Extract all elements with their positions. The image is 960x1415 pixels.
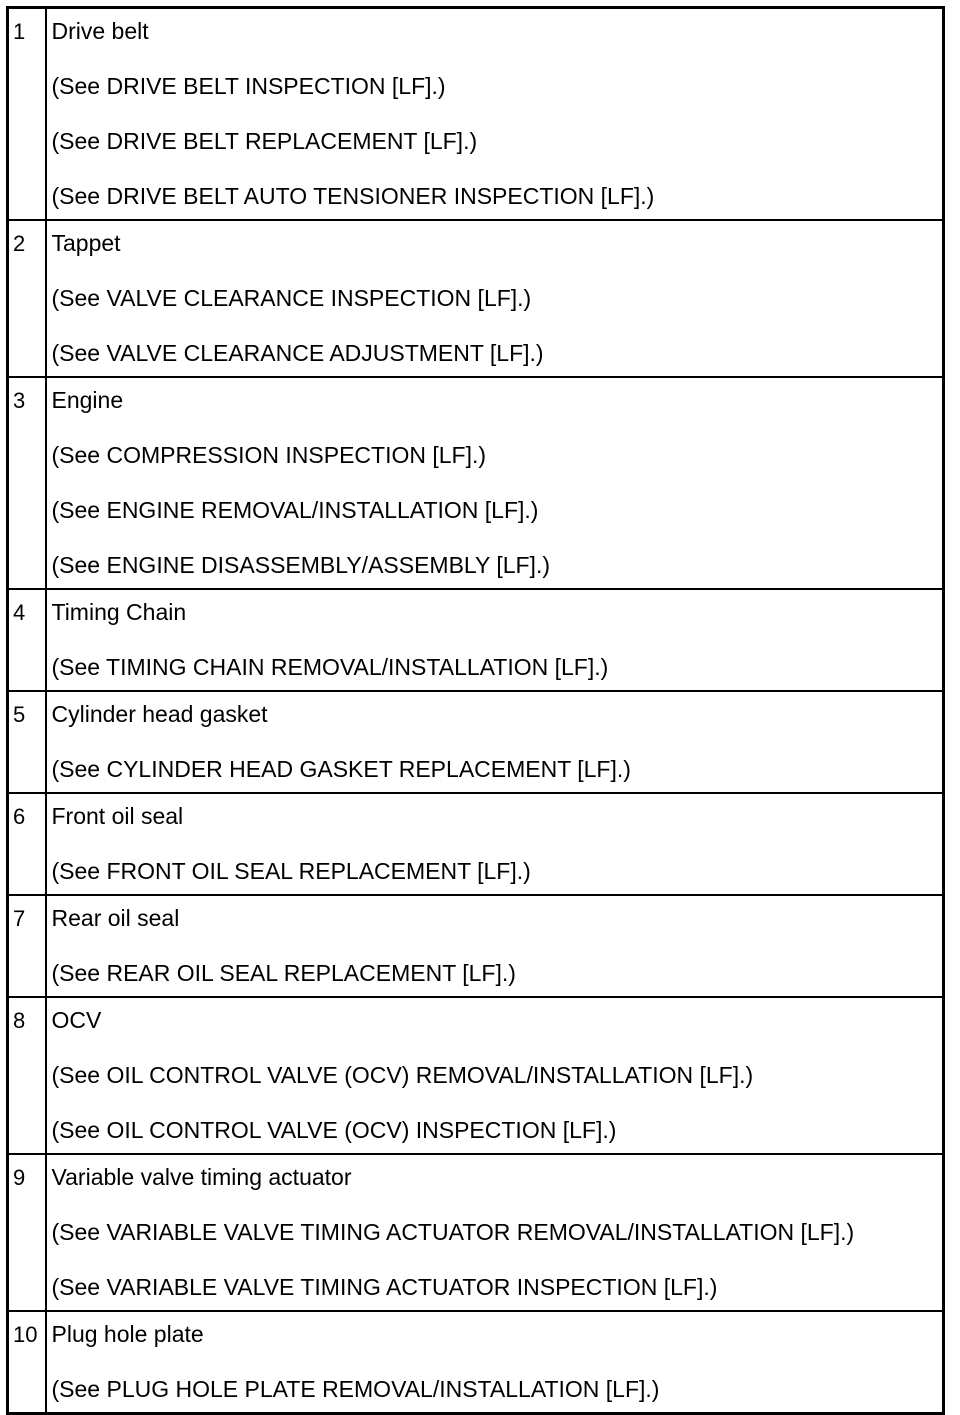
row-content [46,1154,944,1311]
row-content [46,997,944,1154]
component-title: Drive belt [51,18,149,44]
component-title: Cylinder head gasket [51,701,268,727]
table-row [8,377,944,589]
table-row [8,8,944,221]
procedure-reference-link[interactable]: (See ENGINE DISASSEMBLY/ASSEMBLY [LF].) [51,552,550,578]
procedure-reference-link[interactable]: (See REAR OIL SEAL REPLACEMENT [LF].) [51,960,516,986]
table-row [8,691,944,793]
procedure-reference-link[interactable]: (See DRIVE BELT REPLACEMENT [LF].) [51,128,478,154]
component-title: Engine [51,387,124,413]
row-content [46,1311,944,1414]
table-row [8,589,944,691]
component-title: Rear oil seal [51,905,180,931]
table-row [8,793,944,895]
component-title: Plug hole plate [51,1321,204,1347]
row-content [46,895,944,997]
row-number: 10 [8,1311,46,1414]
procedure-reference-link[interactable]: (See VARIABLE VALVE TIMING ACTUATOR REMOVAL/INSTALLATION [LF].) [51,1219,855,1245]
component-title: OCV [51,1007,102,1033]
table-row [8,220,944,377]
procedure-reference-link[interactable]: (See OIL CONTROL VALVE (OCV) INSPECTION [LF].) [51,1117,617,1143]
table-body [8,8,944,1414]
row-content [46,589,944,691]
procedure-reference-link[interactable]: (See VARIABLE VALVE TIMING ACTUATOR INSPECTION [LF].) [51,1274,718,1300]
table-row [8,997,944,1154]
row-number: 8 [8,997,46,1154]
row-content [46,220,944,377]
component-title: Variable valve timing actuator [51,1164,352,1190]
row-number: 2 [8,220,46,377]
row-number: 4 [8,589,46,691]
row-number: 6 [8,793,46,895]
row-number: 7 [8,895,46,997]
component-title: Timing Chain [51,599,187,625]
procedure-reference-link[interactable]: (See FRONT OIL SEAL REPLACEMENT [LF].) [51,858,531,884]
procedure-reference-link[interactable]: (See VALVE CLEARANCE INSPECTION [LF].) [51,285,532,311]
row-content [46,793,944,895]
procedure-reference-link[interactable]: (See DRIVE BELT AUTO TENSIONER INSPECTION [LF].) [51,183,655,209]
component-reference-table [6,6,945,1415]
procedure-reference-link[interactable]: (See COMPRESSION INSPECTION [LF].) [51,442,487,468]
component-title: Front oil seal [51,803,184,829]
row-number: 3 [8,377,46,589]
row-number: 1 [8,8,46,221]
row-content [46,691,944,793]
procedure-reference-link[interactable]: (See PLUG HOLE PLATE REMOVAL/INSTALLATION [LF].) [51,1376,660,1402]
row-number: 9 [8,1154,46,1311]
procedure-reference-link[interactable]: (See CYLINDER HEAD GASKET REPLACEMENT [LF].) [51,756,631,782]
row-number: 5 [8,691,46,793]
row-content [46,8,944,221]
procedure-reference-link[interactable]: (See DRIVE BELT INSPECTION [LF].) [51,73,446,99]
procedure-reference-link[interactable]: (See VALVE CLEARANCE ADJUSTMENT [LF].) [51,340,544,366]
procedure-reference-link[interactable]: (See OIL CONTROL VALVE (OCV) REMOVAL/INSTALLATION [LF].) [51,1062,754,1088]
table-row [8,1311,944,1414]
procedure-reference-link[interactable]: (See ENGINE REMOVAL/INSTALLATION [LF].) [51,497,539,523]
row-content [46,377,944,589]
table-row [8,1154,944,1311]
procedure-reference-link[interactable]: (See TIMING CHAIN REMOVAL/INSTALLATION [LF].) [51,654,609,680]
table-row [8,895,944,997]
component-title: Tappet [51,230,121,256]
